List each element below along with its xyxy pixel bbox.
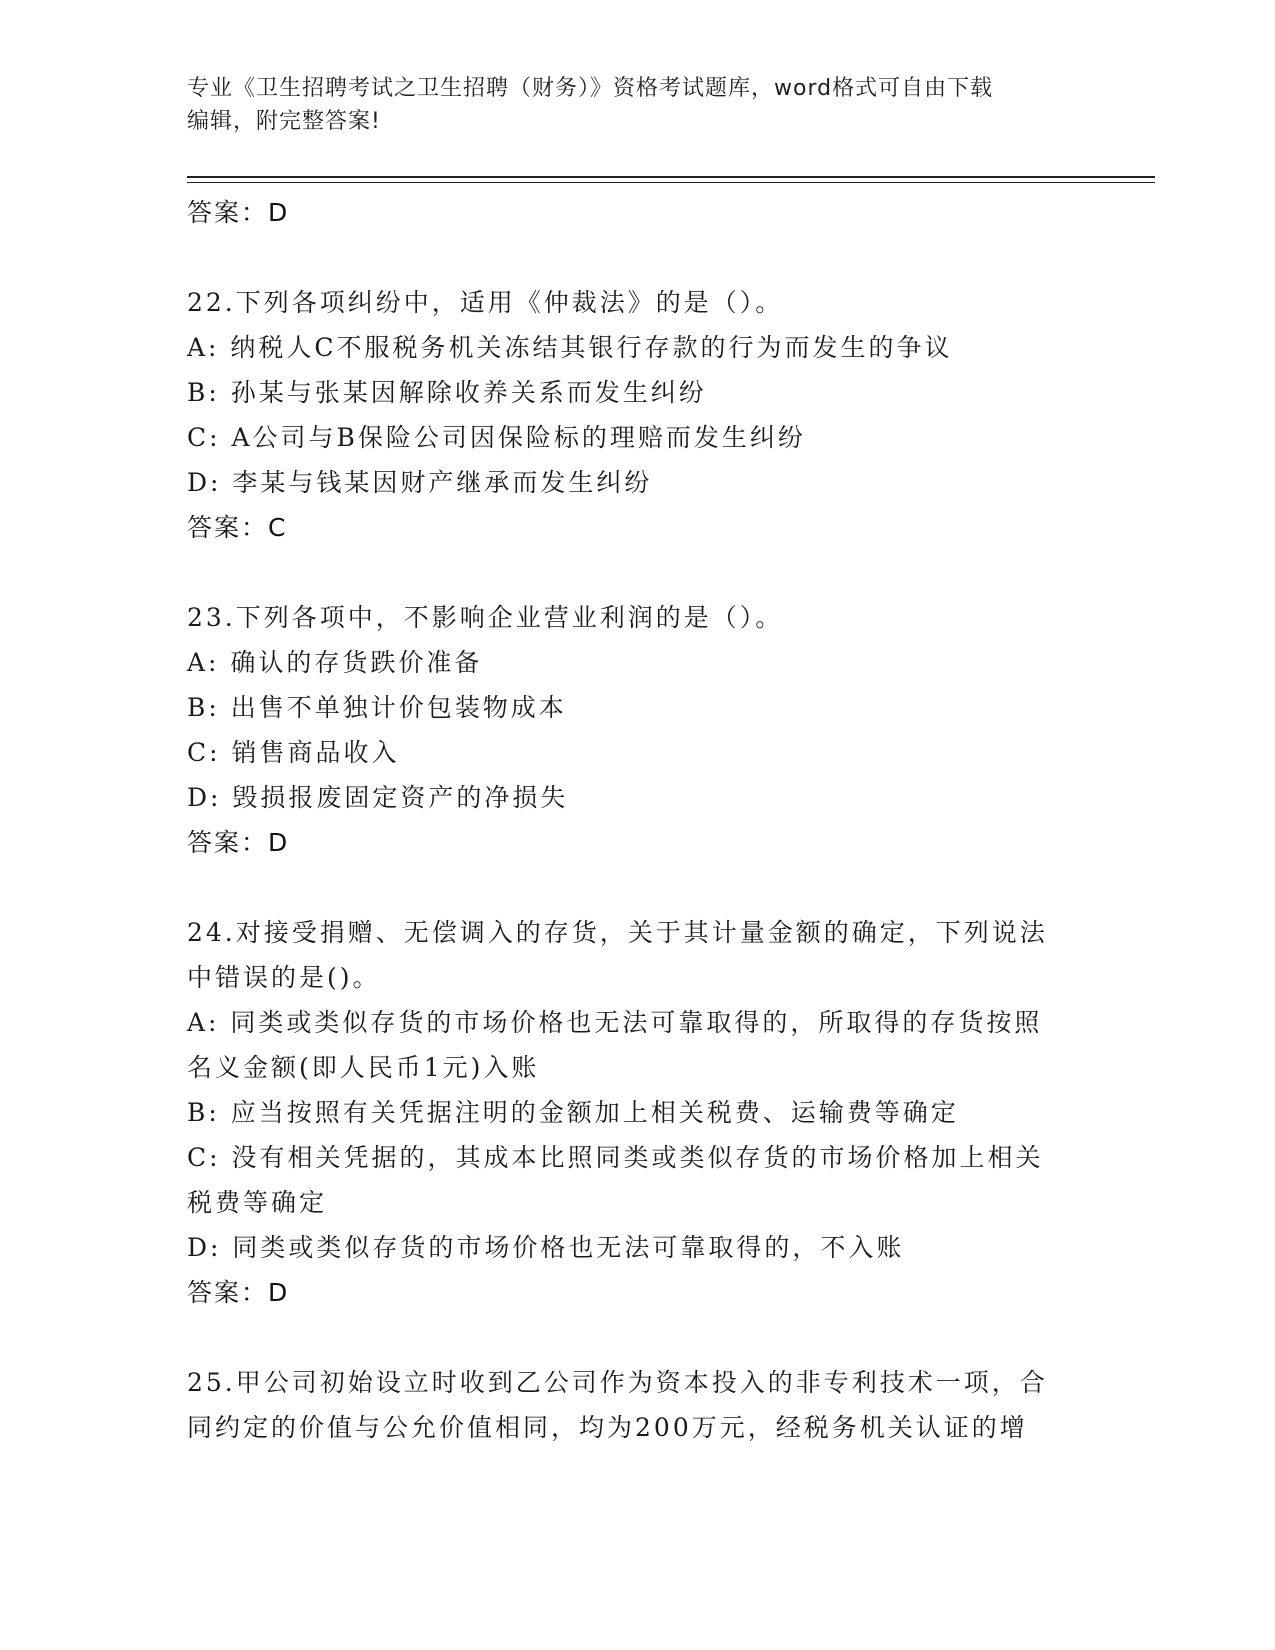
question-stem-line-1: 25.甲公司初始设立时收到乙公司作为资本投入的非专利技术一项，合 (187, 1368, 1048, 1397)
option-c: C: A公司与B保险公司因保险标的理赔而发生纠纷 (187, 423, 806, 452)
question-stem-line-2: 同约定的价值与公允价值相同，均为200万元，经税务机关认证的增 (187, 1413, 1028, 1442)
option-c-line-2: 税费等确定 (187, 1188, 328, 1217)
answer: 答案：D (187, 828, 290, 857)
option-d: D: 李某与钱某因财产继承而发生纠纷 (187, 468, 653, 497)
question-23 (187, 595, 1087, 865)
question-22 (187, 280, 1087, 550)
option-a: A: 纳税人C不服税务机关冻结其银行存款的行为而发生的争议 (187, 333, 953, 362)
question-stem-line-1: 24.对接受捐赠、无偿调入的存货，关于其计量金额的确定，下列说法 (187, 918, 1048, 947)
header-divider-thick (187, 176, 1155, 178)
answer: 答案：D (187, 1278, 290, 1307)
header-divider-thin (187, 182, 1155, 183)
option-b: B: 应当按照有关凭据注明的金额加上相关税费、运输费等确定 (187, 1098, 959, 1127)
option-a: A: 确认的存货跌价准备 (187, 648, 483, 677)
option-a-line-2: 名义金额(即人民币1元)入账 (187, 1053, 540, 1082)
option-b: B: 出售不单独计价包装物成本 (187, 693, 567, 722)
option-d: D: 毁损报废固定资产的净损失 (187, 783, 569, 812)
document-header (187, 72, 1067, 138)
question-stem: 23.下列各项中，不影响企业营业利润的是（）。 (187, 603, 784, 632)
option-d: D: 同类或类似存货的市场价格也无法可靠取得的，不入账 (187, 1233, 905, 1262)
header-line-1: 专业《卫生招聘考试之卫生招聘（财务）》资格考试题库，word格式可自由下载 (187, 76, 994, 101)
question-stem: 22.下列各项纠纷中，适用《仲裁法》的是（）。 (187, 288, 784, 317)
option-c-line-1: C: 没有相关凭据的，其成本比照同类或类似存货的市场价格加上相关 (187, 1143, 1044, 1172)
question-stem-line-2: 中错误的是()。 (187, 963, 381, 992)
question-list (187, 190, 1087, 1450)
header-line-2: 编辑，附完整答案! (187, 109, 381, 134)
option-c: C: 销售商品收入 (187, 738, 400, 767)
option-b: B: 孙某与张某因解除收养关系而发生纠纷 (187, 378, 707, 407)
question-24 (187, 910, 1087, 1315)
question-25 (187, 1360, 1087, 1450)
option-a-line-1: A: 同类或类似存货的市场价格也无法可靠取得的，所取得的存货按照 (187, 1008, 1043, 1037)
previous-answer: 答案：D (187, 198, 290, 227)
answer: 答案：C (187, 513, 288, 542)
